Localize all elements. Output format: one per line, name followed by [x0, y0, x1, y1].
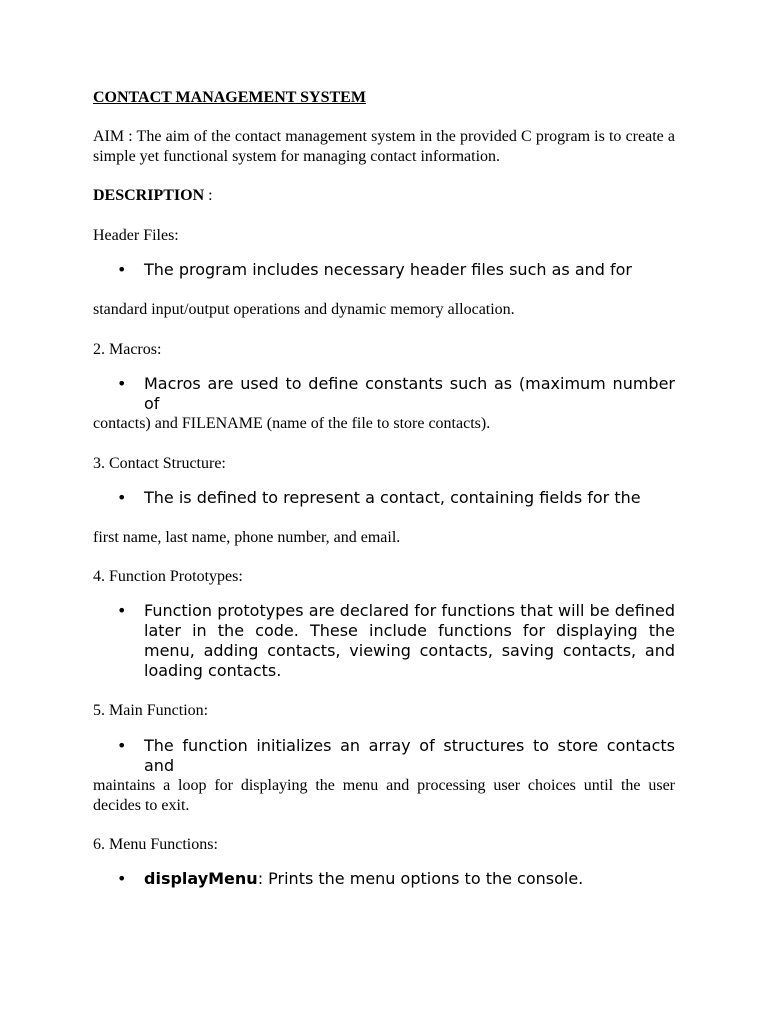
continuation-macros: contacts) and FILENAME (name of the file to store contacts). — [93, 415, 491, 432]
bullet-item-header-files — [117, 260, 675, 280]
bullet-marker: • — [117, 260, 127, 279]
bullet-item-contact-structure — [117, 488, 675, 508]
function-name: displayMenu — [144, 869, 258, 888]
description-label: DESCRIPTION — [93, 187, 205, 204]
bullet-item-macros — [117, 374, 675, 414]
bullet-marker: • — [117, 869, 127, 888]
continuation-contact-structure: first name, last name, phone number, and email. — [93, 529, 401, 546]
bullet-text: Macros are used to define constants such as (maximum number of — [144, 374, 675, 413]
bullet-item-function-prototypes — [117, 601, 675, 681]
section-heading-macros: 2. Macros: — [93, 341, 162, 358]
aim-paragraph: AIM : The aim of the contact management system in the provided C program is to create a simple yet functional system for managing contact information. — [93, 128, 675, 165]
continuation-header-files: standard input/output operations and dynamic memory allocation. — [93, 301, 515, 318]
description-suffix: : — [204, 187, 213, 204]
bullet-marker: • — [117, 374, 127, 393]
bullet-text: The is defined to represent a contact, containing fields for the — [144, 488, 641, 507]
section-heading-menu-functions: 6. Menu Functions: — [93, 836, 218, 853]
document-title: CONTACT MANAGEMENT SYSTEM — [93, 89, 366, 106]
bullet-item-display-menu — [117, 869, 675, 889]
bullet-item-main-function — [117, 736, 675, 776]
bullet-marker: • — [117, 601, 127, 620]
section-heading-header-files: Header Files: — [93, 227, 179, 244]
bullet-text — [144, 869, 675, 889]
continuation-main-function: maintains a loop for displaying the menu and processing user choices until the user decides to exit. — [93, 777, 675, 814]
section-heading-main-function: 5. Main Function: — [93, 702, 209, 719]
bullet-text: The function initializes an array of structures to store contacts and — [144, 736, 675, 775]
function-description: : Prints the menu options to the console. — [257, 869, 584, 888]
bullet-text: Function prototypes are declared for functions that will be defined later in the code. These include functions for displaying the menu, adding contacts, viewing contacts, saving contacts, and loading contacts. — [144, 601, 675, 680]
bullet-marker: • — [117, 488, 127, 507]
description-heading — [93, 186, 213, 206]
bullet-marker: • — [117, 736, 127, 755]
section-heading-function-prototypes: 4. Function Prototypes: — [93, 568, 243, 585]
section-heading-contact-structure: 3. Contact Structure: — [93, 455, 226, 472]
bullet-text: The program includes necessary header files such as and for — [144, 260, 633, 279]
